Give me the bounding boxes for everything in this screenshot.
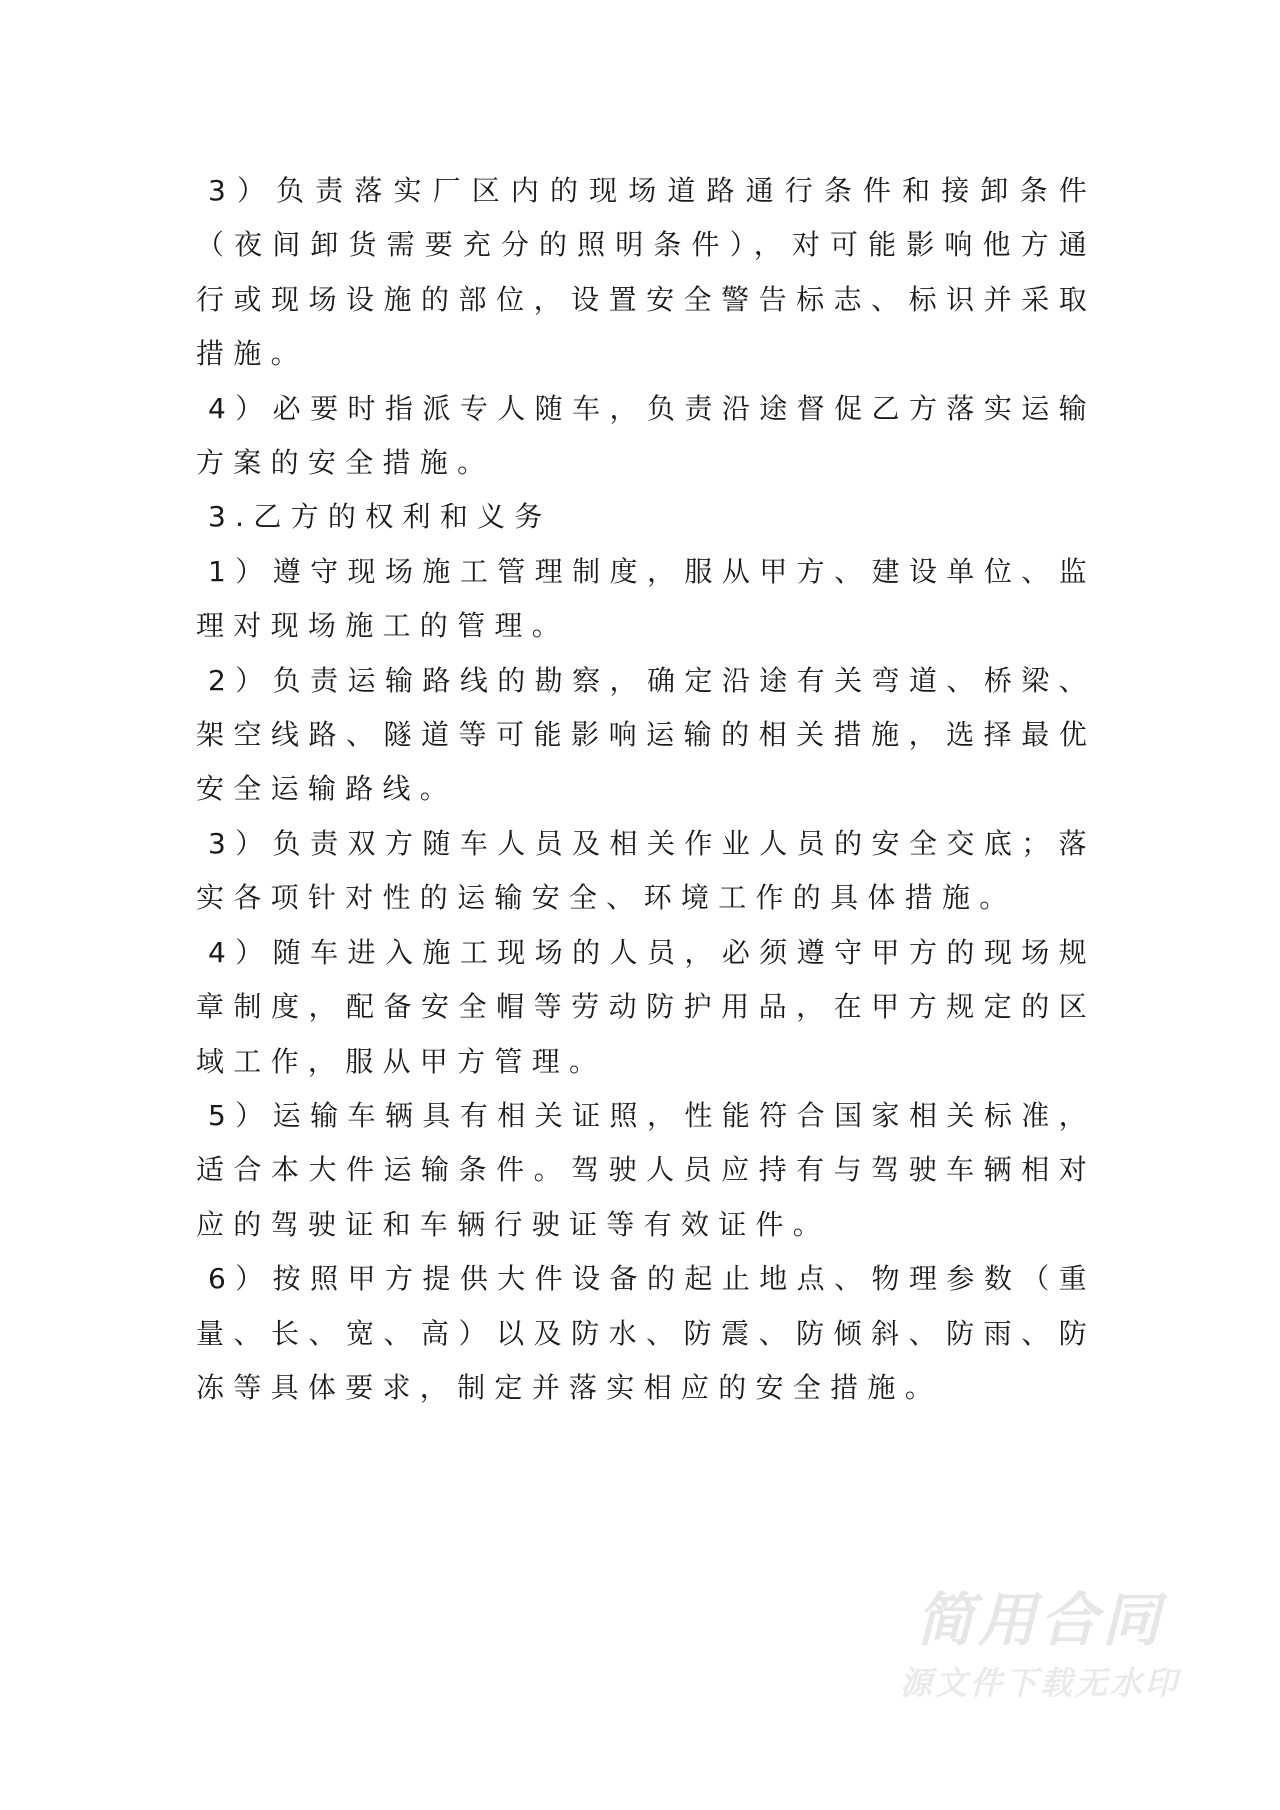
watermark-title: 简用合同: [915, 1586, 1164, 1654]
paragraph-party-a-duty-4: 4）必要时指派专人随车，负责沿途督促乙方落实运输方案的安全措施。: [196, 391, 1096, 480]
watermark-subtitle: 源文件下载无水印: [899, 1664, 1180, 1702]
paragraph-party-b-duty-6: 6）按照甲方提供大件设备的起止地点、物理参数（重量、长、宽、高）以及防水、防震、防倾斜、防雨、防冻等具体要求，制定并落实相应的安全措施。: [196, 1262, 1096, 1404]
paragraph-party-a-duty-3: 3）负责落实厂区内的现场道路通行条件和接卸条件（夜间卸货需要充分的照明条件），对可能影响他方通行或现场设施的部位，设置安全警告标志、标识并采取措施。: [196, 174, 1096, 371]
paragraph-party-b-duty-2: 2）负责运输路线的勘察，确定沿途有关弯道、桥梁、架空线路、隧道等可能影响运输的相关措施，选择最优安全运输路线。: [196, 663, 1096, 806]
paragraph-party-b-duty-5: 5）运输车辆具有相关证照，性能符合国家相关标准，适合本大件运输条件。驾驶人员应持有与驾驶车辆相对应的驾驶证和车辆行驶证等有效证件。: [196, 1098, 1096, 1241]
document-page: [196, 164, 1096, 1415]
paragraph-party-b-duty-4: 4）随车进入施工现场的人员，必须遵守甲方的现场规章制度，配备安全帽等劳动防护用品，在甲方规定的区域工作，服从甲方管理。: [196, 935, 1096, 1078]
section-heading-party-b-rights: 3.乙方的权利和义务: [208, 500, 552, 534]
paragraph-party-b-duty-1: 1）遵守现场施工管理制度，服从甲方、建设单位、监理对现场施工的管理。: [196, 554, 1096, 643]
watermark: [880, 1585, 1200, 1703]
paragraph-party-b-duty-3: 3）负责双方随车人员及相关作业人员的安全交底；落实各项针对性的运输安全、环境工作的具体措施。: [196, 826, 1096, 915]
